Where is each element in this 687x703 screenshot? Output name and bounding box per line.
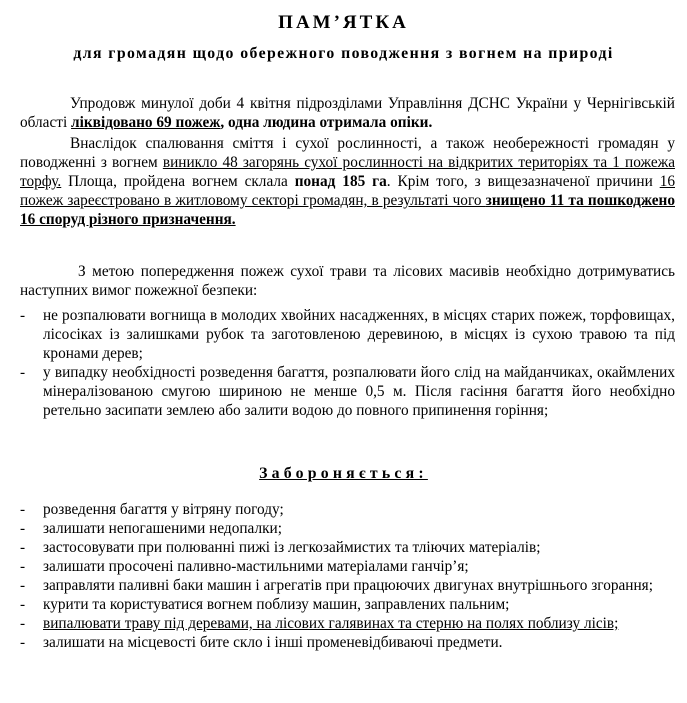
paragraph-text: Внаслідок спалювання сміття і сухої рослинності, а також необережності громадян у поводженні з вогнем	[20, 135, 675, 171]
paragraph-text: Упродовж минулої доби 4 квітня підрозділами Управління ДСНС України у Чернігівській області	[20, 95, 675, 131]
list-item-text: розведення багаття у вітряну погоду;	[43, 501, 284, 518]
bullet-marker: -	[20, 364, 26, 381]
prohibited-heading: Забороняється:	[259, 465, 428, 482]
list-item	[0, 633, 675, 652]
list-item	[0, 614, 675, 633]
fire-count-highlight: ліквідовано 69 пожеж	[71, 114, 221, 131]
list-item-text: залишати непогашеними недопалки;	[43, 520, 282, 537]
paragraph-incident-summary	[20, 94, 675, 132]
bullet-marker: -	[20, 539, 26, 556]
bullet-marker: -	[20, 596, 26, 613]
list-item-text: у випадку необхідності розведення багаття, розпалювати його слід на майданчиках, окаймлених мінералізованою смугою шириною не менше 0,5 м. Після гасіння багаття його необхідно ретельно засипати землею або залити водою до повного припинення горіння;	[43, 364, 675, 419]
document-title: ПАМ’ЯТКА	[278, 12, 409, 33]
list-item	[0, 306, 675, 363]
bullet-marker: -	[20, 634, 26, 651]
bullet-marker: -	[20, 307, 26, 324]
list-item-text: залишати просочені паливно-мастильними матеріалами ганчір’я;	[43, 558, 469, 575]
list-item-text: застосовувати при полюванні пижі із легкозаймистих та тліючих матеріалів;	[43, 539, 541, 556]
document-subtitle: для громадян щодо обережного поводження з вогнем на природі	[73, 45, 614, 62]
bullet-marker: -	[20, 520, 26, 537]
buildings-damage-highlight: знищено 11 та пошкоджено 16 споруд різного призначення.	[20, 192, 675, 228]
paragraph-text: Площа, пройдена вогнем склала	[61, 173, 295, 190]
requirements-list	[0, 306, 687, 420]
bullet-marker: -	[20, 615, 26, 632]
vegetation-fires-highlight: виникло 48 загорянь сухої рослинності на відкритих територіях та 1 пожежа торфу.	[20, 154, 676, 190]
list-item	[0, 576, 675, 595]
list-item-text: випалювати траву під деревами, на лісових галявинах та стерню на полях поблизу лісів;	[43, 615, 619, 632]
bullet-marker: -	[20, 577, 26, 594]
prohibitions-list	[0, 500, 687, 652]
paragraph-text: . Крім того, з вищезазначеної причини	[386, 173, 660, 190]
list-item	[0, 500, 675, 519]
list-item	[0, 538, 675, 557]
paragraph-prevention-intro: З метою попередження пожеж сухої трави та лісових масивів необхідно дотримуватись наступних вимог пожежної безпеки:	[20, 263, 675, 299]
bullet-marker: -	[20, 501, 26, 518]
burned-area-highlight: понад 185 га	[294, 173, 387, 190]
list-item-text: курити та користуватися вогнем поблизу машин, заправлених пальним;	[43, 596, 510, 613]
list-item-text: заправляти паливні баки машин і агрегатів при працюючих двигунах внутрішнього згорання;	[43, 577, 653, 594]
list-item	[0, 595, 675, 614]
list-item	[0, 363, 675, 420]
bullet-marker: -	[20, 558, 26, 575]
list-item	[0, 519, 675, 538]
residential-fires-highlight: 16 пожеж зареєстровано в житловому секторі громадян, в результаті чого	[20, 173, 675, 209]
list-item-text: залишати на місцевості бите скло і інші променевідбиваючі предмети.	[43, 634, 503, 651]
paragraph-causes	[20, 134, 675, 229]
list-item-text: не розпалювати вогнища в молодих хвойних насадженнях, в місцях старих пожеж, торфовищах, лісосіках із залишками рубок та заготовленою деревиною, в місцях із сухою травою та під кронами дерев;	[43, 307, 675, 362]
injury-highlight: , одна людина отримала опіки.	[220, 114, 433, 131]
list-item	[0, 557, 675, 576]
